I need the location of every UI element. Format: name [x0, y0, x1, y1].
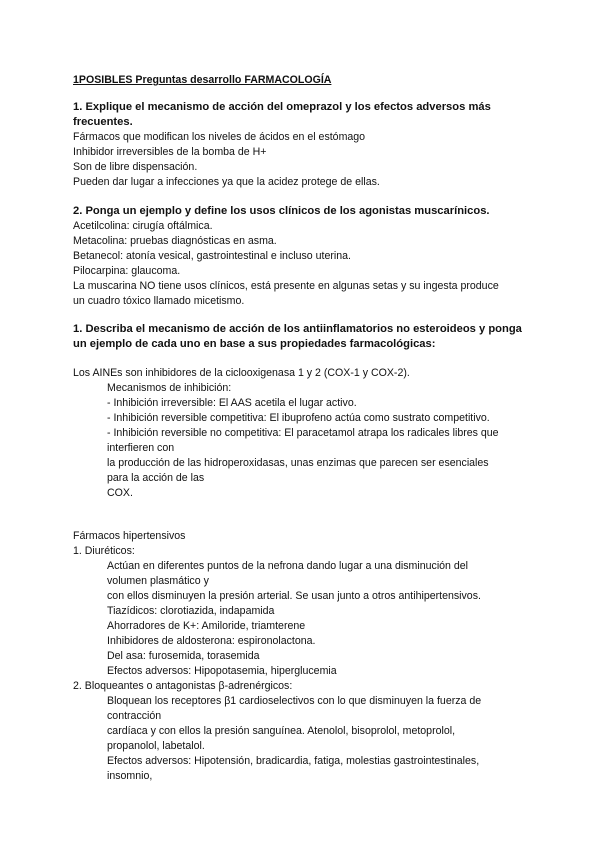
q3-mech-line: interfieren con [107, 442, 175, 454]
q1-line: Fármacos que modifican los niveles de ácidos en el estómago [73, 131, 366, 143]
q1-heading-cont: frecuentes. [73, 116, 133, 128]
q3-mech-line: la producción de las hidroperoxidasas, unas enzimas que parecen ser esenciales [107, 457, 489, 469]
diuretics-title: 1. Diuréticos: [73, 545, 135, 557]
q2-line: Pilocarpina: glaucoma. [73, 265, 181, 277]
q1-line: Son de libre dispensación. [73, 161, 198, 173]
beta-blockers-title: 2. Bloqueantes o antagonistas β-adrenérgicos: [73, 680, 293, 692]
beta-blockers-line: Efectos adversos: Hipotensión, bradicardia, fatiga, molestias gastrointestinales, [107, 755, 480, 767]
hyper-title: Fármacos hipertensivos [73, 530, 186, 542]
q1-line: Inhibidor irreversibles de la bomba de H+ [73, 146, 267, 158]
q3-heading-cont: un ejemplo de cada uno en base a sus propiedades farmacológicas: [73, 338, 436, 350]
diuretics-line: Del asa: furosemida, torasemida [107, 650, 260, 662]
q2-line: La muscarina NO tiene usos clínicos, está presente en algunas setas y su ingesta produce [73, 280, 499, 292]
q2-heading: 2. Ponga un ejemplo y define los usos clínicos de los agonistas muscarínicos. [73, 205, 490, 217]
q2-line: Betanecol: atonía vesical, gastrointestinal e incluso uterina. [73, 250, 351, 262]
diuretics-line: Ahorradores de K+: Amiloride, triamterene [107, 620, 306, 632]
beta-blockers-line: insomnio, [107, 770, 153, 782]
q2-line: Acetilcolina: cirugía oftálmica. [73, 220, 213, 232]
beta-blockers-line: cardíaca y con ellos la presión sanguínea. Atenolol, bisoprolol, metoprolol, [107, 725, 456, 737]
diuretics-line: con ellos disminuyen la presión arterial. Se usan junto a otros antihipertensivos. [107, 590, 481, 602]
diuretics-line: Efectos adversos: Hipopotasemia, hiperglucemia [107, 665, 337, 677]
diuretics-line: volumen plasmático y [107, 575, 209, 587]
q3-intro: Los AINEs son inhibidores de la ciclooxigenasa 1 y 2 (COX-1 y COX-2). [73, 367, 410, 379]
q1-heading: 1. Explique el mecanismo de acción del omeprazol y los efectos adversos más [73, 101, 491, 113]
q2-line: Metacolina: pruebas diagnósticas en asma. [73, 235, 277, 247]
beta-blockers-line: contracción [107, 710, 162, 722]
q3-heading: 1. Describa el mecanismo de acción de los antiinflamatorios no esteroideos y ponga [73, 323, 522, 335]
diuretics-line: Tiazídicos: clorotiazida, indapamida [107, 605, 275, 617]
beta-blockers-line: Bloquean los receptores β1 cardioselectivos con lo que disminuyen la fuerza de [107, 695, 482, 707]
document-title: 1POSIBLES Preguntas desarrollo FARMACOLOGÍA [73, 74, 332, 86]
q3-mech-line: para la acción de las [107, 472, 205, 484]
q2-line: un cuadro tóxico llamado micetismo. [73, 295, 245, 307]
q1-line: Pueden dar lugar a infecciones ya que la acidez protege de ellas. [73, 176, 380, 188]
diuretics-line: Actúan en diferentes puntos de la nefrona dando lugar a una disminución del [107, 560, 469, 572]
q3-mech-line: - Inhibición reversible no competitiva: El paracetamol atrapa los radicales libres que [107, 427, 499, 439]
q3-mech-line: COX. [107, 487, 133, 499]
beta-blockers-line: propanolol, labetalol. [107, 740, 205, 752]
q3-mech-title: Mecanismos de inhibición: [107, 382, 232, 394]
q3-mech-line: - Inhibición irreversible: El AAS acetila el lugar activo. [107, 397, 357, 409]
diuretics-line: Inhibidores de aldosterona: espironolactona. [107, 635, 316, 647]
q3-mech-line: - Inhibición reversible competitiva: El ibuprofeno actúa como sustrato competitivo. [107, 412, 490, 424]
